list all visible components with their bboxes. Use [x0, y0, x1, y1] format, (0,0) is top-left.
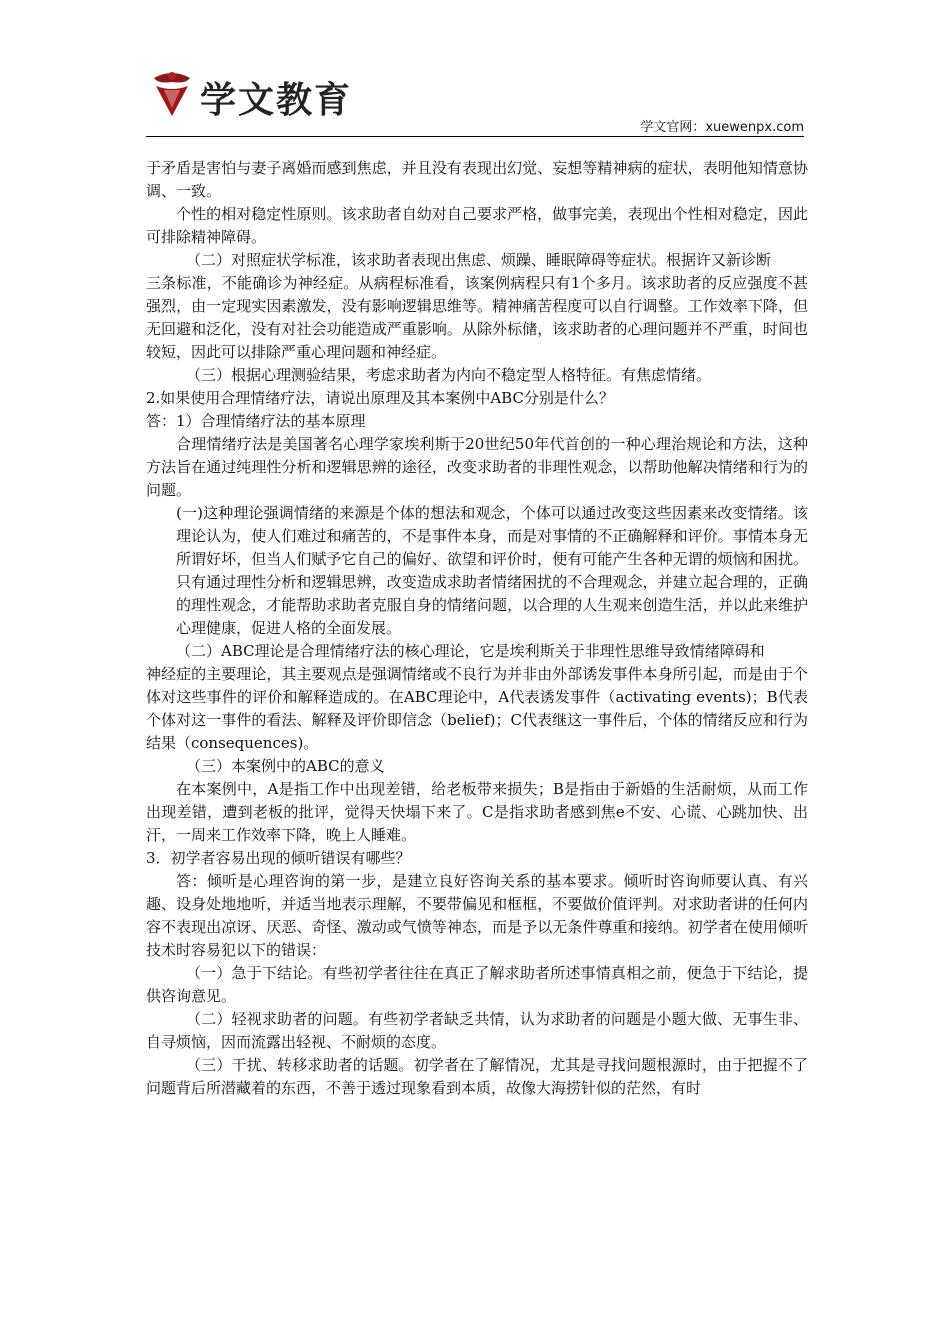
question-heading: 2.如果使用合理情绪疗法，请说出原理及其本案例中ABC分别是什么？ [146, 389, 614, 407]
paragraph: （三）根据心理测验结果，考虑求助者为内向不稳定型人格特征。有焦虑情绪。 [186, 366, 712, 384]
paragraph: （二）对照症状学标准，该求助者表现出焦虑、烦躁、睡眠障碍等症状。根据许又新诊断 [186, 251, 772, 269]
page-header [0, 0, 950, 140]
paragraph: 于矛盾是害怕与妻子离婚而感到焦虑，并且没有表现出幻觉、妄想等精神病的症状，表明他知情意协调、一致。 [146, 159, 808, 200]
paragraph: 在本案例中，A是指工作中出现差错，给老板带来损失；B是指由于新婚的生活耐烦，从而工作出现差错，遭到老板的批评，觉得天快塌下来了。C是指求助者感到焦e不安、心谎、心跳加快、出汗，一周来工作效率下降，晚上人睡难。 [146, 780, 808, 844]
paragraph: 个性的相对稳定性原则。该求助者自幼对自己要求严格，做事完美，表现出个性相对稳定，因此可排除精神障碍。 [146, 205, 808, 246]
document-body [146, 157, 808, 1100]
answer-heading: 答：1）合理情绪疗法的基本原理 [146, 412, 366, 430]
paragraph: 三条标准，不能确诊为神经症。从病程标准看，该案例病程只有1个多月。该求助者的反应强度不甚强烈，由一定现实因素激发，没有影响逻辑思维等。精神痛苦程度可以自行调整。工作效率下降，但无回避和泛化，没有对社会功能造成严重影响。从除外标储，该求助者的心理问题并不严重，时间也较短，因此可以排除严重心理问题和神经症。 [146, 274, 808, 361]
paragraph: 答：倾听是心理咨询的第一步，是建立良好咨询关系的基本要求。倾听时咨询师要认真、有兴趣、设身处地地听，并适当地表示理解，不要带偏见和框框，不要做价值评判。对求助者讲的任何内容不表现出凉讶、厌恶、奇怪、激动或气愤等神态，而是予以无条件尊重和接纳。初学者在使用倾听技术时容易犯以下的错误： [146, 872, 808, 959]
paragraph: （三）本案例中的ABC的意义 [186, 757, 385, 775]
paragraph: 合理情绪疗法是美国著名心理学家埃利斯于20世纪50年代首创的一种心理治规论和方法，这种方法旨在通过纯理性分析和逻辑思辨的途径，改变求助者的非理性观念，以帮助他解决情绪和行为的问题。 [146, 435, 808, 499]
paragraph: 神经症的主要理论，其主要观点是强调情绪或不良行为并非由外部诱发事件本身所引起，而是由于个体对这些事件的评价和解释造成的。在ABC理论中，A代表诱发事件（activating events)；B代表个体对这一事件的看法、解释及评价即信念（belief)；C代表继这一事件后，个体的情绪反应和行为结果（consequences)。 [146, 665, 808, 752]
logo-emblem-icon [148, 68, 196, 120]
logo-text: 学文教育 [200, 79, 353, 121]
paragraph: (一)这种理论强调情绪的来源是个体的想法和观念，个体可以通过改变这些因素来改变情绪。该理论认为，使人们难过和痛苦的，不是事件本身，而是对事情的不正确解释和评价。事情本身无所谓好坏，但当人们赋予它自己的偏好、欲望和评价时，便有可能产生各种无谓的烦恼和困扰。只有通过理性分析和逻辑思辨，改变造成求助者情绪困扰的不合理观念，并建立起合理的，正确的理性观念，才能帮助求助者克服自身的情绪问题，以合理的人生观来创造生活，并以此来维护心理健康，促进人格的全面发展。 [176, 504, 808, 637]
paragraph: （二）轻视求助者的问题。有些初学者缺乏共情，认为求助者的问题是小题大做、无事生非、自寻烦恼，因而流露出轻视、不耐烦的态度。 [146, 1010, 808, 1051]
header-divider [146, 136, 804, 137]
paragraph: （一）急于下结论。有些初学者往往在真正了解求助者所述事情真相之前，便急于下结论，提供咨询意见。 [146, 964, 808, 1005]
site-url-label[interactable]: 学文官网：xuewenpx.com [640, 120, 804, 135]
paragraph: （三）干扰、转移求助者的话题。初学者在了解情况，尤其是寻找问题根源时，由于把握不了问题背后所潜藏着的东西，不善于透过现象看到本质，故像大海捞针似的茫然，有时 [146, 1056, 808, 1097]
question-heading: 3．初学者容易出现的倾听错误有哪些？ [146, 849, 411, 867]
paragraph: （二）ABC理论是合理情绪疗法的核心理论，它是埃利斯关于非理性思维导致情绪障碍和 [176, 642, 765, 660]
